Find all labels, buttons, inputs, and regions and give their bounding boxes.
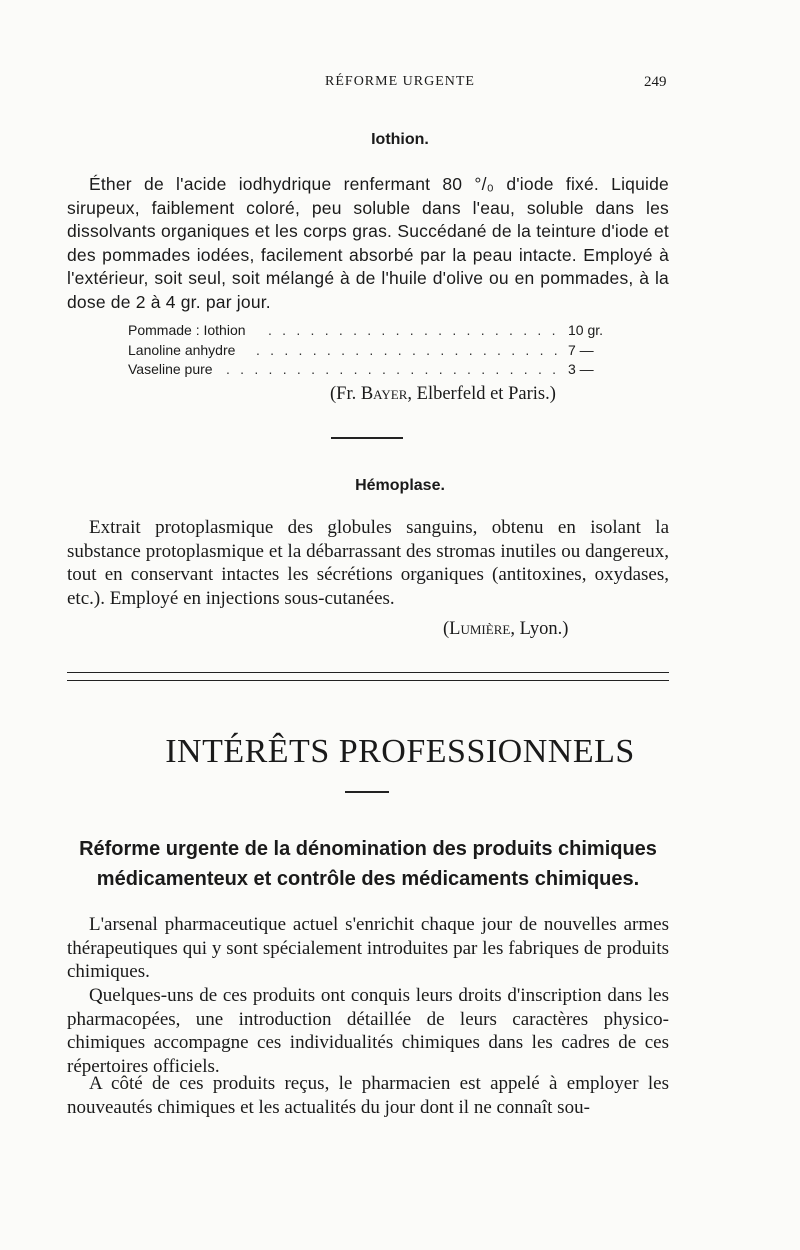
source-prefix: ( — [443, 619, 450, 639]
formula-row — [128, 361, 628, 381]
formula-row — [128, 342, 628, 362]
formula-ingredient: Pommade : Iothion — [128, 322, 246, 338]
source-prefix: (Fr. — [330, 384, 361, 404]
source-place: , Elberfeld et Paris.) — [407, 384, 556, 404]
hemoplase-title: Hémoplase. — [355, 477, 445, 494]
formula-leader-dots: . . . . . . . . . . . . . . . . . . . . . . — [256, 341, 561, 358]
hemoplase-paragraph: Extrait protoplasmique des globules sanguins, obtenu en isolant la substance protoplasmique et la débarrassant des stromas inutiles ou dangereux, tout en conservant intactes les sécrétions organiques (antitoxines, oxydases, etc.). Employé en injections sous-cutanées. — [67, 517, 669, 609]
source-maker: Bayer — [360, 384, 408, 404]
article-title: Réforme urgente de la dénomination des produits chimiques médicamenteux et contrôle des médicaments chimiques. — [79, 838, 657, 890]
formula-amount: 3 — — [568, 361, 594, 378]
iothion-paragraph: Éther de l'acide iodhydrique renfermant 80 °/₀ d'iode fixé. Liquide sirupeux, faiblement coloré, peu soluble dans l'eau, soluble dans les dissolvants organiques et les corps gras. Succédané de la teinture d'iode et des pommades iodées, facilement absorbé par la peau intacte. Employé à l'extérieur, soit seul, soit mélangé à de l'huile d'olive ou en pommades, à la dose de 2 à 4 gr. par jour. — [67, 174, 669, 312]
iothion-title: Iothion. — [371, 131, 429, 148]
iothion-source — [330, 384, 556, 405]
heading-rule — [345, 791, 389, 793]
formula-leader-dots: . . . . . . . . . . . . . . . . . . . . . — [268, 322, 559, 338]
running-title: RÉFORME URGENTE — [325, 74, 475, 89]
iothion-formula — [128, 322, 628, 381]
running-head — [0, 74, 800, 94]
double-rule — [67, 672, 669, 681]
body-paragraph: Quelques-uns de ces produits ont conquis leurs droits d'inscription dans les pharmacopées, une introduction détaillée de leurs caractères physico-chimiques accompagne ces individualités chimiques dans les cadres de ces répertoires officiels. — [67, 985, 669, 1077]
separator-rule — [331, 437, 403, 439]
formula-leader-dots: . . . . . . . . . . . . . . . . . . . . . . . . — [226, 361, 560, 378]
source-place: , Lyon.) — [510, 619, 569, 639]
formula-amount: 10 gr. — [568, 322, 604, 338]
formula-amount: 7 — — [568, 341, 594, 358]
formula-row — [128, 322, 628, 342]
body-paragraph: L'arsenal pharmaceutique actuel s'enrichit chaque jour de nouvelles armes thérapeutiques qui y sont spécialement introduites par les fabriques de produits chimiques. — [67, 914, 669, 983]
body-paragraph: A côté de ces produits reçus, le pharmacien est appelé à employer les nouveautés chimiques et les actualités du jour dont il ne connaît sou- — [67, 1073, 669, 1118]
formula-ingredient: Vaseline pure — [128, 361, 213, 378]
hemoplase-source — [443, 619, 568, 640]
section-heading: INTÉRÊTS PROFESSIONNELS — [165, 733, 635, 770]
page-number: 249 — [644, 74, 667, 90]
source-maker: Lumière — [449, 619, 511, 639]
formula-ingredient: Lanoline anhydre — [128, 341, 236, 358]
